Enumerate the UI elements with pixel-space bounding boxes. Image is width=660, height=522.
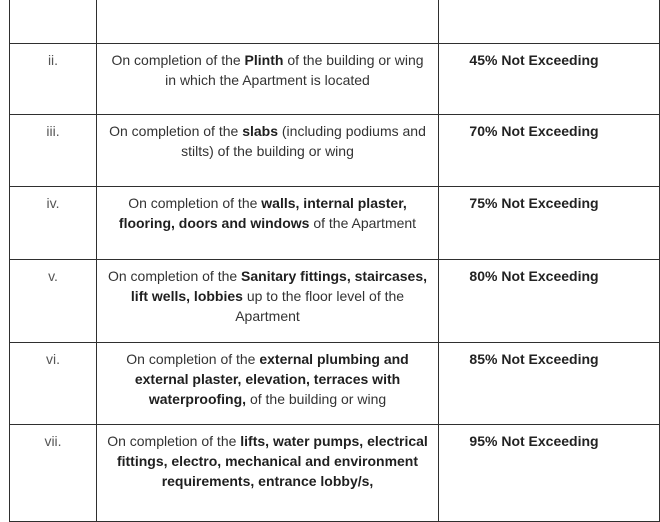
description-text: of the Apartment [309, 215, 417, 231]
row-number: vi. [10, 343, 97, 425]
row-number: iv. [10, 187, 97, 260]
description-emphasis: slabs [242, 123, 278, 139]
table-row [10, 0, 660, 44]
description-emphasis: Sanitary fittings, staircases, lift wells, lobbies [130, 268, 428, 304]
table-row [10, 260, 660, 343]
table-row [10, 44, 660, 115]
description-text: (including podiums and stilts) of the building or wing [181, 123, 426, 159]
row-number: ii. [10, 44, 97, 115]
payment-percentage: 80% Not Exceeding [439, 260, 660, 343]
table-row [10, 115, 660, 187]
description-text: On completion of the [128, 195, 262, 211]
stage-description [97, 0, 439, 44]
row-number: v. [10, 260, 97, 343]
description-text: On completion of the [126, 351, 260, 367]
description-text: On completion of the [111, 52, 245, 68]
description-text: up to the floor level of the Apartment [235, 288, 405, 324]
payment-percentage: 45% Not Exceeding [439, 44, 660, 115]
description-emphasis: external plumbing and external plaster, elevation, terraces with waterproofing, [134, 351, 409, 407]
row-number [10, 0, 97, 44]
description-text: On completion of the [107, 433, 241, 449]
stage-description [97, 425, 439, 522]
description-emphasis: walls, internal plaster, flooring, doors and windows [118, 195, 407, 231]
table-row [10, 343, 660, 425]
description-emphasis: Plinth [244, 52, 284, 68]
description-text: of the building or wing [246, 391, 387, 407]
stage-description [97, 44, 439, 115]
payment-schedule-table [9, 0, 660, 522]
description-text: of the building or wing in which the Apartment is located [165, 52, 424, 88]
table-row [10, 425, 660, 522]
stage-description [97, 187, 439, 260]
payment-percentage [439, 0, 660, 44]
table-row [10, 187, 660, 260]
payment-percentage: 70% Not Exceeding [439, 115, 660, 187]
row-number: iii. [10, 115, 97, 187]
payment-percentage: 95% Not Exceeding [439, 425, 660, 522]
description-text: On completion of the [107, 268, 242, 284]
stage-description [97, 115, 439, 187]
payment-percentage: 75% Not Exceeding [439, 187, 660, 260]
payment-percentage: 85% Not Exceeding [439, 343, 660, 425]
description-emphasis: lifts, water pumps, electrical fittings, electro, mechanical and environment requirements, entrance lobby/s, [116, 433, 428, 489]
stage-description [97, 343, 439, 425]
description-text: On completion of the [109, 123, 243, 139]
row-number: vii. [10, 425, 97, 522]
stage-description [97, 260, 439, 343]
